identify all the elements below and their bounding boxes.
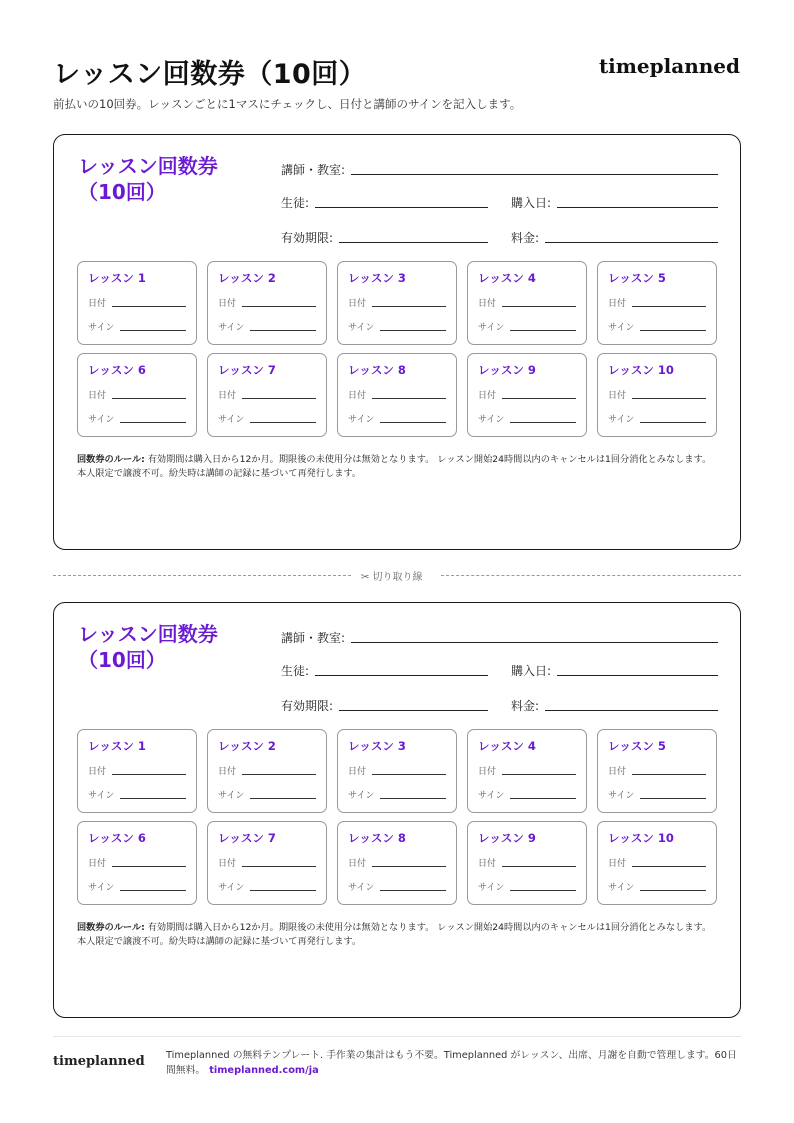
lesson-date-label: 日付 [88, 767, 107, 777]
lesson-date-row[interactable] [218, 856, 316, 869]
purchase-date-label: 購入日: [511, 664, 552, 678]
rules-label: 回数券のルール: [77, 454, 145, 465]
lesson-sign-row[interactable] [478, 880, 576, 893]
lesson-sign-line [640, 330, 706, 331]
lesson-title: レッスン 4 [478, 271, 536, 285]
lesson-sign-label: サイン [478, 323, 505, 333]
expiry-line [339, 242, 488, 243]
lesson-title: レッスン 1 [88, 271, 146, 285]
lesson-box[interactable] [337, 261, 457, 345]
lesson-sign-line [120, 890, 186, 891]
lesson-date-label: 日付 [88, 859, 107, 869]
lesson-date-row[interactable] [88, 856, 186, 869]
lesson-date-row[interactable] [348, 296, 446, 309]
lesson-title: レッスン 8 [348, 363, 406, 377]
page-title: レッスン回数券（10回） [53, 59, 367, 90]
lesson-box[interactable] [597, 729, 717, 813]
student-field[interactable] [281, 194, 488, 211]
card-title-line2: （10回） [78, 648, 166, 672]
lesson-sign-line [640, 422, 706, 423]
lesson-sign-label: サイン [88, 415, 115, 425]
lesson-box[interactable] [597, 821, 717, 905]
card-title-line2: （10回） [78, 180, 166, 204]
lesson-box[interactable] [207, 353, 327, 437]
lesson-sign-label: サイン [88, 323, 115, 333]
footer-divider [53, 1036, 741, 1037]
lesson-date-label: 日付 [218, 767, 237, 777]
lesson-title: レッスン 1 [88, 739, 146, 753]
lesson-date-line [112, 866, 186, 867]
footer-link[interactable]: timeplanned.com/ja [209, 1065, 319, 1076]
lesson-sign-line [510, 330, 576, 331]
lesson-title: レッスン 3 [348, 739, 406, 753]
lesson-title: レッスン 10 [608, 363, 674, 377]
lesson-date-label: 日付 [218, 299, 237, 309]
lesson-sign-row[interactable] [218, 880, 316, 893]
lesson-sign-row[interactable] [608, 880, 706, 893]
lesson-date-row[interactable] [478, 856, 576, 869]
cut-label: ✂ 切り取り線 [361, 572, 423, 583]
lesson-sign-row[interactable] [88, 880, 186, 893]
expiry-line [339, 710, 488, 711]
teacher-label: 講師・教室: [281, 631, 346, 645]
lesson-box[interactable] [337, 729, 457, 813]
lesson-box[interactable] [467, 821, 587, 905]
lesson-date-row[interactable] [478, 296, 576, 309]
fee-field[interactable] [511, 229, 718, 246]
lesson-date-line [502, 398, 576, 399]
lesson-sign-row[interactable] [348, 788, 446, 801]
lesson-date-row[interactable] [88, 296, 186, 309]
lesson-date-label: 日付 [88, 391, 107, 401]
lesson-sign-line [250, 798, 316, 799]
lesson-date-label: 日付 [348, 299, 367, 309]
lesson-date-row[interactable] [218, 764, 316, 777]
rules-body: 有効期間は購入日から12か月。期限後の未使用分は無効となります。 レッスン開始24時間以内のキャンセルは1回分消化とみなします。 本人限定で譲渡不可。紛失時は講師の記録に基づいて再発行します。 [77, 922, 712, 947]
lesson-sign-label: サイン [218, 791, 245, 801]
lesson-date-row[interactable] [88, 764, 186, 777]
lesson-date-label: 日付 [218, 391, 237, 401]
lesson-date-line [372, 398, 446, 399]
lesson-sign-label: サイン [478, 791, 505, 801]
fee-field[interactable] [511, 697, 718, 714]
card-title-line1: レッスン回数券 [78, 154, 218, 178]
lesson-title: レッスン 2 [218, 739, 276, 753]
lesson-date-label: 日付 [88, 299, 107, 309]
lesson-sign-row[interactable] [608, 320, 706, 333]
lesson-sign-row[interactable] [478, 788, 576, 801]
lesson-box[interactable] [77, 729, 197, 813]
lesson-box[interactable] [467, 261, 587, 345]
lesson-title: レッスン 6 [88, 363, 146, 377]
lesson-date-label: 日付 [608, 391, 627, 401]
cut-line [53, 572, 741, 583]
lesson-date-line [242, 306, 316, 307]
lesson-box[interactable] [597, 261, 717, 345]
lesson-date-row[interactable] [478, 388, 576, 401]
card-title [78, 621, 248, 673]
lesson-sign-label: サイン [608, 883, 635, 893]
card-title-line1: レッスン回数券 [78, 622, 218, 646]
lesson-date-line [242, 774, 316, 775]
lesson-date-line [502, 866, 576, 867]
lesson-sign-line [380, 890, 446, 891]
lesson-sign-line [640, 890, 706, 891]
ticket-card-top [53, 134, 741, 550]
lesson-date-line [632, 866, 706, 867]
lesson-date-line [372, 774, 446, 775]
lesson-date-row[interactable] [348, 856, 446, 869]
lesson-date-row[interactable] [348, 388, 446, 401]
card-title [78, 153, 248, 205]
lesson-sign-row[interactable] [218, 412, 316, 425]
expiry-field[interactable] [281, 229, 488, 246]
lesson-box[interactable] [207, 729, 327, 813]
lesson-box[interactable] [337, 353, 457, 437]
lesson-date-row[interactable] [608, 296, 706, 309]
expiry-field[interactable] [281, 697, 488, 714]
lesson-sign-row[interactable] [88, 412, 186, 425]
lesson-sign-label: サイン [608, 323, 635, 333]
lesson-title: レッスン 5 [608, 271, 666, 285]
student-line [315, 675, 488, 676]
footer-text [166, 1048, 742, 1078]
cut-dash-right [441, 575, 741, 576]
lesson-date-line [242, 866, 316, 867]
expiry-label: 有効期限: [281, 699, 334, 713]
lesson-sign-label: サイン [608, 415, 635, 425]
lesson-box[interactable] [77, 261, 197, 345]
lesson-sign-line [250, 890, 316, 891]
purchase-date-label: 購入日: [511, 196, 552, 210]
lesson-sign-label: サイン [88, 791, 115, 801]
student-field[interactable] [281, 662, 488, 679]
teacher-line [351, 642, 718, 643]
lesson-sign-line [380, 330, 446, 331]
lesson-sign-label: サイン [608, 791, 635, 801]
lesson-date-label: 日付 [608, 859, 627, 869]
lesson-sign-label: サイン [348, 323, 375, 333]
lesson-sign-row[interactable] [348, 320, 446, 333]
fee-label: 料金: [511, 699, 540, 713]
footer-brand: timeplanned [53, 1054, 145, 1069]
fee-line [545, 710, 718, 711]
lesson-box[interactable] [467, 353, 587, 437]
lesson-date-line [112, 398, 186, 399]
lesson-title: レッスン 9 [478, 363, 536, 377]
lesson-title: レッスン 8 [348, 831, 406, 845]
lesson-title: レッスン 6 [88, 831, 146, 845]
lesson-sign-row[interactable] [478, 412, 576, 425]
teacher-line [351, 174, 718, 175]
rules-label: 回数券のルール: [77, 922, 145, 933]
lesson-date-line [372, 306, 446, 307]
lesson-sign-row[interactable] [608, 412, 706, 425]
lesson-sign-row[interactable] [88, 788, 186, 801]
lesson-title: レッスン 2 [218, 271, 276, 285]
lesson-sign-label: サイン [478, 415, 505, 425]
lesson-date-row[interactable] [478, 764, 576, 777]
lesson-sign-row[interactable] [608, 788, 706, 801]
lesson-date-row[interactable] [218, 296, 316, 309]
rules-text [77, 921, 719, 949]
purchase-date-field[interactable] [511, 194, 718, 211]
purchase-date-field[interactable] [511, 662, 718, 679]
lesson-sign-label: サイン [88, 883, 115, 893]
lesson-sign-line [510, 890, 576, 891]
lesson-title: レッスン 5 [608, 739, 666, 753]
fee-label: 料金: [511, 231, 540, 245]
fee-line [545, 242, 718, 243]
student-label: 生徒: [281, 196, 310, 210]
lesson-sign-line [250, 422, 316, 423]
lesson-date-label: 日付 [218, 859, 237, 869]
page-subtitle: 前払いの10回券。レッスンごとに1マスにチェックし、日付と講師のサインを記入します。 [53, 97, 522, 111]
lesson-sign-line [120, 422, 186, 423]
lesson-box[interactable] [207, 261, 327, 345]
lesson-box[interactable] [337, 821, 457, 905]
lesson-sign-line [120, 798, 186, 799]
purchase-date-line [557, 675, 718, 676]
lesson-date-line [632, 398, 706, 399]
lesson-box[interactable] [207, 821, 327, 905]
lesson-sign-line [510, 422, 576, 423]
lesson-date-label: 日付 [348, 859, 367, 869]
ticket-card-bottom [53, 602, 741, 1018]
lesson-date-line [242, 398, 316, 399]
lesson-sign-label: サイン [348, 415, 375, 425]
brand-logo: timeplanned [598, 54, 740, 78]
lesson-sign-row[interactable] [348, 412, 446, 425]
lesson-title: レッスン 3 [348, 271, 406, 285]
lesson-date-line [112, 774, 186, 775]
lesson-sign-line [510, 798, 576, 799]
lesson-box[interactable] [467, 729, 587, 813]
lesson-title: レッスン 7 [218, 831, 276, 845]
lesson-date-row[interactable] [88, 388, 186, 401]
lesson-sign-row[interactable] [218, 788, 316, 801]
student-line [315, 207, 488, 208]
lesson-sign-label: サイン [218, 415, 245, 425]
rules-body: 有効期間は購入日から12か月。期限後の未使用分は無効となります。 レッスン開始24時間以内のキャンセルは1回分消化とみなします。 本人限定で譲渡不可。紛失時は講師の記録に基づいて再発行します。 [77, 454, 712, 479]
rules-text [77, 453, 719, 481]
lesson-date-label: 日付 [478, 299, 497, 309]
lesson-date-line [632, 306, 706, 307]
teacher-field[interactable] [281, 161, 718, 178]
lesson-date-line [632, 774, 706, 775]
lesson-sign-row[interactable] [478, 320, 576, 333]
lesson-date-row[interactable] [218, 388, 316, 401]
lesson-sign-row[interactable] [348, 880, 446, 893]
lesson-sign-line [380, 422, 446, 423]
lesson-sign-label: サイン [348, 883, 375, 893]
expiry-label: 有効期限: [281, 231, 334, 245]
lesson-date-label: 日付 [608, 299, 627, 309]
purchase-date-line [557, 207, 718, 208]
teacher-label: 講師・教室: [281, 163, 346, 177]
lesson-sign-label: サイン [218, 323, 245, 333]
footer-description: Timeplanned の無料テンプレート. 手作業の集計はもう不要。Timeplanned がレッスン、出席、月謝を自動で管理します。60日間無料。 [166, 1050, 737, 1076]
lesson-sign-row[interactable] [88, 320, 186, 333]
teacher-field[interactable] [281, 629, 718, 646]
cut-dash-left [53, 575, 351, 576]
lesson-date-label: 日付 [608, 767, 627, 777]
lesson-sign-line [380, 798, 446, 799]
lesson-box[interactable] [597, 353, 717, 437]
lesson-date-line [372, 866, 446, 867]
student-label: 生徒: [281, 664, 310, 678]
lesson-date-row[interactable] [348, 764, 446, 777]
lesson-sign-row[interactable] [218, 320, 316, 333]
lesson-date-row[interactable] [608, 856, 706, 869]
lesson-date-label: 日付 [348, 391, 367, 401]
lesson-date-label: 日付 [478, 767, 497, 777]
lesson-date-row[interactable] [608, 764, 706, 777]
lesson-title: レッスン 10 [608, 831, 674, 845]
lesson-title: レッスン 7 [218, 363, 276, 377]
lesson-date-row[interactable] [608, 388, 706, 401]
lesson-date-line [112, 306, 186, 307]
lesson-title: レッスン 9 [478, 831, 536, 845]
lesson-date-line [502, 306, 576, 307]
lesson-sign-line [640, 798, 706, 799]
lesson-sign-label: サイン [348, 791, 375, 801]
lesson-sign-label: サイン [478, 883, 505, 893]
lesson-date-line [502, 774, 576, 775]
lesson-box[interactable] [77, 353, 197, 437]
lesson-box[interactable] [77, 821, 197, 905]
lesson-date-label: 日付 [478, 859, 497, 869]
lesson-sign-label: サイン [218, 883, 245, 893]
lesson-date-label: 日付 [478, 391, 497, 401]
lesson-title: レッスン 4 [478, 739, 536, 753]
lesson-sign-line [250, 330, 316, 331]
lesson-sign-line [120, 330, 186, 331]
lesson-date-label: 日付 [348, 767, 367, 777]
